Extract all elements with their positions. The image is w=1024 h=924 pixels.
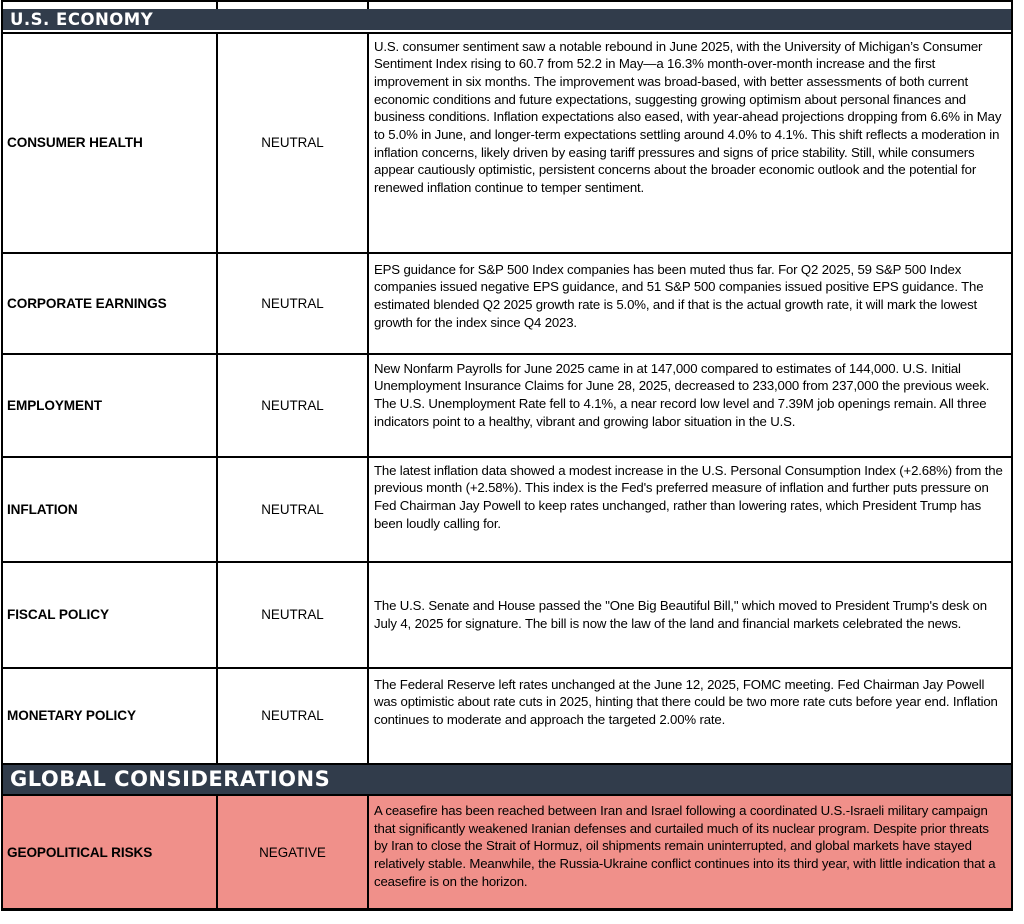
status-value: NEUTRAL (218, 254, 369, 353)
table-row-employment (3, 353, 1011, 456)
table-row-consumer-health (3, 32, 1011, 252)
description-text: The Federal Reserve left rates unchanged at the June 12, 2025, FOMC meeting. Fed Chairman Jay Powell was optimistic about rate cuts in 2025, hinting that there could be two more rate cuts before year end. Inflation continues to moderate and approach the targeted 2.00% rate. (374, 676, 998, 727)
status-value: NEGATIVE (218, 796, 369, 908)
category-label: CONSUMER HEALTH (3, 34, 218, 252)
section-title: GLOBAL CONSIDERATIONS (10, 767, 331, 792)
table-row-inflation (3, 456, 1011, 561)
status-value: NEUTRAL (218, 563, 369, 667)
category-label: CORPORATE EARNINGS (3, 254, 218, 353)
table-row-fiscal-policy (3, 561, 1011, 667)
category-label: EMPLOYMENT (3, 355, 218, 456)
section-header-us-economy (3, 9, 1011, 30)
section-header-global-considerations (3, 763, 1011, 795)
status-value: NEUTRAL (218, 34, 369, 252)
description-text: EPS guidance for S&P 500 Index companies has been muted thus far. For Q2 2025, 59 S&P 500 Index companies issued negative EPS guidance, and 51 S&P 500 companies issued positive EPS guidance. The estimated blended Q2 2025 growth rate is 5.0%, and if that is the actual growth rate, it will mark the lowest growth for the index since Q4 2023. (374, 261, 984, 330)
description-text: New Nonfarm Payrolls for June 2025 came in at 147,000 compared to estimates of 144,000. U.S. Initial Unemployment Insurance Claims for June 28, 2025, decreased to 233,000 from 237,000 the previous week. The U.S. Unemployment Rate fell to 4.1%, a near record low level and 7.39M job openings remain. All three indicators point to a healthy, vibrant and growing labor situation in the U.S. (374, 360, 990, 429)
status-value: NEUTRAL (218, 355, 369, 456)
table-row-geopolitical-risks (3, 794, 1011, 908)
category-label: INFLATION (3, 458, 218, 561)
description-text: The U.S. Senate and House passed the "One Big Beautiful Bill," which moved to President Trump's desk on July 4, 2025 for signature. The bill is now the law of the land and financial markets celebrated the news. (374, 597, 987, 631)
description-text: A ceasefire has been reached between Iran and Israel following a coordinated U.S.-Israeli military campaign that significantly weakened Iranian defenses and curtailed much of its nuclear program. Despite prior threats by Iran to close the Strait of Hormuz, oil shipments remain uninterrupted, and global markets have stayed relatively stable. Meanwhile, the Russia-Ukraine conflict continues into its third year, with little indication that a ceasefire is on the horizon. (369, 796, 1011, 908)
section-title: U.S. ECONOMY (10, 9, 154, 29)
category-label: GEOPOLITICAL RISKS (3, 796, 218, 908)
table-row-corporate-earnings (3, 252, 1011, 353)
assessment-table (1, 0, 1013, 911)
status-value: NEUTRAL (218, 458, 369, 561)
description-text: The latest inflation data showed a modest increase in the U.S. Personal Consumption Index (+2.68%) from the previous month (+2.58%). This index is the Fed's preferred measure of inflation and further puts pressure on Fed Chairman Jay Powell to keep rates unchanged, rather than lowering rates, which President Trump has been loudly calling for. (374, 462, 1003, 531)
status-value: NEUTRAL (218, 669, 369, 763)
partial-row-top (3, 0, 1011, 9)
description-text: U.S. consumer sentiment saw a notable rebound in June 2025, with the University of Michigan’s Consumer Sentiment Index rising to 60.7 from 52.2 in May—a 16.3% month-over-month increase and the first improvement in six months. The improvement was broad-based, with better assessments of both current economic conditions and future expectations, suggesting growing optimism about personal finances and business conditions. Inflation expectations also eased, with year-ahead projections dropping from 6.6% in May to 5.0% in June, and longer-term expectations settling around 4.0% to 4.1%. This shift reflects a moderation in inflation concerns, likely driven by easing tariff pressures and signs of price stability. Still, while consumers appear cautiously optimistic, persistent concerns about the broader economic outlook and the potential for renewed inflation continue to temper sentiment. (374, 38, 1002, 196)
table-row-monetary-policy (3, 667, 1011, 763)
category-label: MONETARY POLICY (3, 669, 218, 763)
category-label: FISCAL POLICY (3, 563, 218, 667)
